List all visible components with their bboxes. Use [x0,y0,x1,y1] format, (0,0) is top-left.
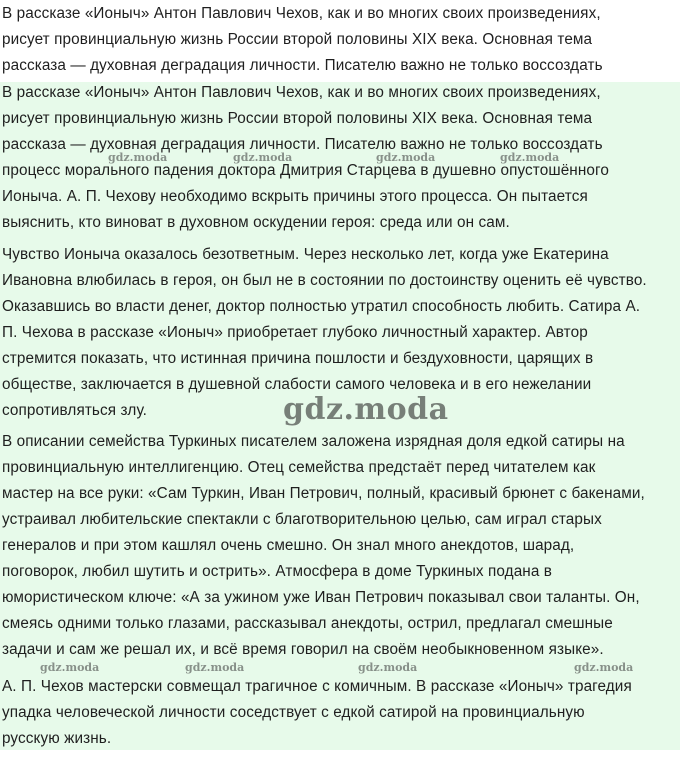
watermark-small: gdz.moda [358,661,418,674]
paragraph-intro: В рассказе «Ионыч» Антон Павлович Чехов, как и во многих своих произведениях, рисует провинциальную жизнь России второй половины XIX века. Основная тема рассказа — духовная деградация личности. Писателю важно не только воссоздать процесс морального падения доктора Дмитрия Старцева в душевно опустошённого Ионыча. А. П. Чехову необходимо вскрыть причины этого процесса. Он пытается выяснить, кто виноват в духовном оскудении героя: среда или он сам. [2,84,609,231]
cropped-paragraph: В рассказе «Ионыч» Антон Павлович Чехов, как и во многих своих произведениях, рисует провинциальную жизнь России второй половины XIX века. Основная тема рассказа — духовная деградация личности. Писателю важно не только воссоздать [2,5,603,74]
watermark-small: gdz.moda [500,151,560,164]
watermark-large: gdz.moda [283,392,449,427]
watermark-small: gdz.moda [376,151,436,164]
watermark-small: gdz.moda [40,661,100,674]
paragraph-conclusion: А. П. Чехов мастерски совмещал трагичное с комичным. В рассказе «Ионыч» трагедия упадка человеческой личности соседствует с едкой сатирой на провинциальную русскую жизнь. [2,678,632,747]
paragraph-turkins: В описании семейства Туркиных писателем заложена изрядная доля едкой сатиры на провинциальную интеллигенцию. Отец семейства предстаёт перед читателем как мастер на все руки: «Сам Туркин, Иван Петрович, полный, красивый брюнет с бакенами, устраивал любительские спектакли с благотворительною целью, сам играл старых генералов и при этом кашлял очень смешно. Он знал много анекдотов, шарад, поговорок, любил шутить и острить». Атмосфера в доме Туркиных подана в юмористическом ключе: «А за ужином уже Иван Петрович показывал свои таланты. Он, смеясь одними только глазами, рассказывал анекдоты, острил, предлагал смешные задачи и сам же решал их, и всё время говорил на своём необыкновенном языке». [2,433,645,658]
paragraph-feelings: Чувство Ионыча оказалось безответным. Через несколько лет, когда уже Екатерина Ивановна влюбилась в героя, он был не в состоянии по достоинству оценить её чувство. Оказавшись во власти денег, доктор полностью утратил способность любить. Сатира А. П. Чехова в рассказе «Ионыч» приобретает глубоко личностный характер. Автор стремится показать, что истинная причина пошлости и бездуховности, царящих в обществе, заключается в душевной слабости самого человека и в его нежелании сопротивляться злу. [2,246,647,419]
watermark-small: gdz.moda [574,661,634,674]
watermark-small: gdz.moda [185,661,245,674]
watermark-small: gdz.moda [233,151,293,164]
watermark-small: gdz.moda [108,151,168,164]
